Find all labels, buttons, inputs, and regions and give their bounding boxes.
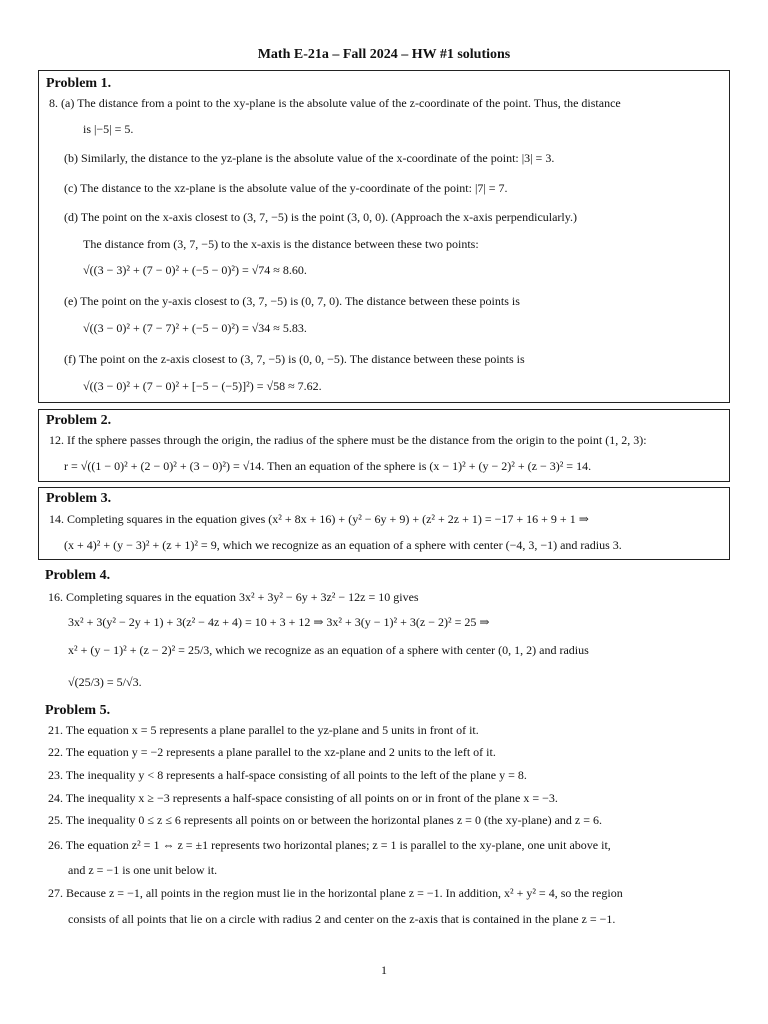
math-line: √((3 − 0)² + (7 − 0)² + [−5 − (−5)]²) = √58 ≈ 7.62. (83, 379, 322, 393)
math-line: x² + (y − 1)² + (z − 2)² = 25/3, which we recognize as an equation of a sphere with center (0, 1, 2) and radius (68, 643, 589, 657)
solution-line: (b) Similarly, the distance to the yz-plane is the absolute value of the x-coordinate of the point: |3| = 3. (64, 151, 555, 165)
solution-line: (c) The distance to the xz-plane is the absolute value of the y-coordinate of the point: |7| = 7. (64, 181, 508, 195)
problem-heading: Problem 2. (46, 413, 112, 428)
solution-line: The distance from (3, 7, −5) to the x-axis is the distance between these two points: (83, 237, 479, 251)
problem-heading: Problem 4. (45, 568, 111, 583)
solution-line: consists of all points that lie on a circle with radius 2 and center on the z-axis that is contained in the plane z = −1. (68, 912, 616, 926)
problem-heading: Problem 1. (46, 76, 112, 91)
math-line: r = √((1 − 0)² + (2 − 0)² + (3 − 0)²) = √14. Then an equation of the sphere is (x − 1)² + (y − 2)² + (z − 3)² = 14. (64, 459, 592, 473)
problem-heading: Problem 3. (46, 491, 112, 506)
problem-3-box (38, 487, 730, 560)
solution-line: (d) The point on the x-axis closest to (3, 7, −5) is the point (3, 0, 0). (Approach the x-axis perpendicularly.) (64, 210, 577, 224)
math-line: √((3 − 0)² + (7 − 7)² + (−5 − 0)²) = √34 ≈ 5.83. (83, 321, 307, 335)
problem-2-box (38, 409, 730, 482)
solution-line: 22. The equation y = −2 represents a plane parallel to the xz-plane and 2 units to the left of it. (48, 745, 496, 759)
solution-line: 21. The equation x = 5 represents a plane parallel to the yz-plane and 5 units in front of it. (48, 723, 479, 737)
solution-line: is |−5| = 5. (83, 122, 134, 136)
solution-line: 14. Completing squares in the equation gives (x² + 8x + 16) + (y² − 6y + 9) + (z² + 2z + 1) = −17 + 16 + 9 + 1 ⇒ (49, 512, 589, 526)
solution-line: 26. The equation z² = 1 ⇔ z = ±1 represents two horizontal planes; z = 1 is parallel to the xy-plane, one unit above it, (48, 838, 611, 852)
solution-line: 8. (a) The distance from a point to the xy-plane is the absolute value of the z-coordinate of the point. Thus, the distance (49, 96, 621, 110)
solution-line: 16. Completing squares in the equation 3x² + 3y² − 6y + 3z² − 12z = 10 gives (48, 590, 419, 604)
solution-line: (f) The point on the z-axis closest to (3, 7, −5) is (0, 0, −5). The distance between these points is (64, 352, 525, 366)
solution-line: 27. Because z = −1, all points in the region must lie in the horizontal plane z = −1. In addition, x² + y² = 4, so the region (48, 886, 623, 900)
solution-line: 23. The inequality y < 8 represents a half-space consisting of all points to the left of the plane y = 8. (48, 768, 527, 782)
problem-1-box (38, 70, 730, 403)
math-line: √((3 − 3)² + (7 − 0)² + (−5 − 0)²) = √74 ≈ 8.60. (83, 263, 307, 277)
solution-line: (x + 4)² + (y − 3)² + (z + 1)² = 9, which we recognize as an equation of a sphere with center (−4, 3, −1) and radius 3. (64, 538, 622, 552)
page-number: 1 (381, 963, 387, 977)
solution-line: 25. The inequality 0 ≤ z ≤ 6 represents all points on or between the horizontal planes z = 0 (the xy-plane) and z = 6. (48, 813, 602, 827)
solution-line: and z = −1 is one unit below it. (68, 863, 218, 877)
page-title: Math E-21a – Fall 2024 – HW #1 solutions (257, 47, 511, 62)
solution-line: (e) The point on the y-axis closest to (3, 7, −5) is (0, 7, 0). The distance between these points is (64, 294, 520, 308)
solution-line: 24. The inequality x ≥ −3 represents a half-space consisting of all points on or in front of the plane x = −3. (48, 791, 558, 805)
solution-line: 12. If the sphere passes through the origin, the radius of the sphere must be the distance from the origin to the point (1, 2, 3): (49, 433, 647, 447)
problem-heading: Problem 5. (45, 703, 111, 718)
math-line: 3x² + 3(y² − 2y + 1) + 3(z² − 4z + 4) = 10 + 3 + 12 ⇒ 3x² + 3(y − 1)² + 3(z − 2)² = 25 ⇒ (68, 615, 490, 629)
math-line: √(25/3) = 5/√3. (68, 675, 142, 689)
